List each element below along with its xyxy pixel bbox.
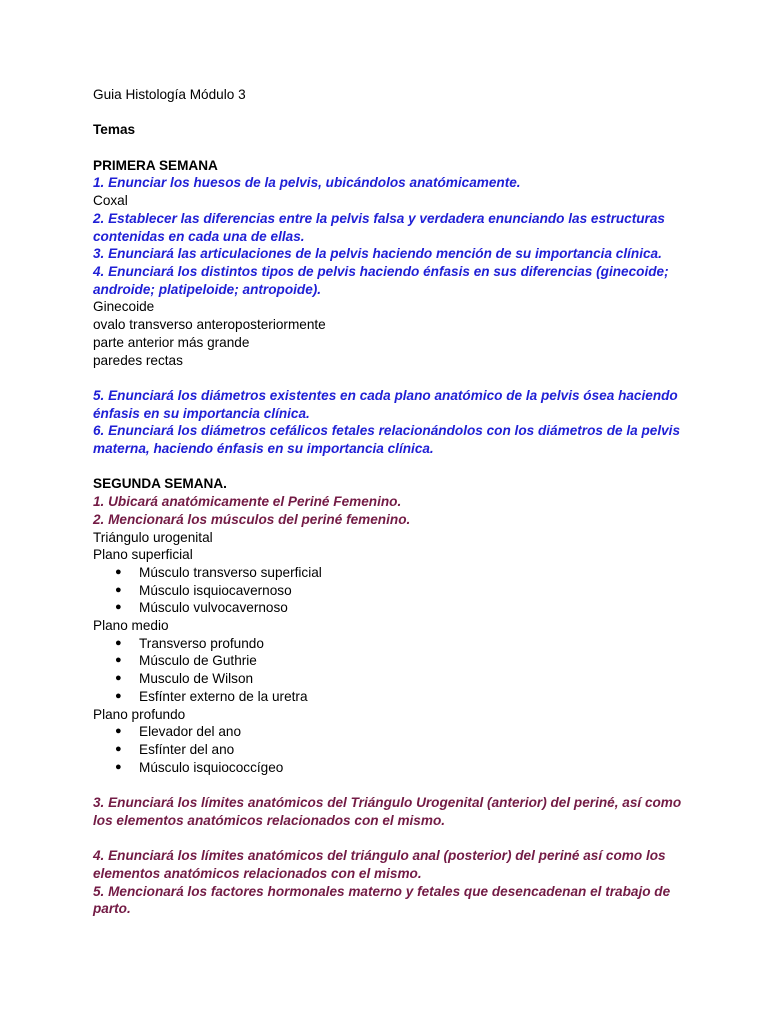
bullet-icon: ● [115,672,122,685]
bullet-icon: ● [115,654,122,667]
list-item: ● Músculo isquiococcígeo [115,759,284,775]
week2-question-5: 5. Mencionará los factores hormonales materno y fetales que desencadenan el trabajo de parto. [93,883,671,917]
bullet-icon: ● [115,742,122,755]
week1-question-1: 1. Enunciar los huesos de la pelvis, ubicándolos anatómicamente. [93,175,521,191]
list-item: ● Músculo de Guthrie [115,653,257,669]
list-item: ● Esfínter del ano [115,741,235,757]
week2-question-1: 1. Ubicará anatómicamente el Periné Femenino. [93,494,402,510]
bullet-icon: ● [115,583,122,596]
list-item: ● Elevador del ano [115,724,242,740]
week1-question-2: 2. Establecer las diferencias entre la pelvis falsa y verdadera enunciando las estructuras contenidas en cada una de ellas. [93,210,665,244]
triangle-label: Triángulo urogenital [93,529,213,545]
week1-question-6: 6. Enunciará los diámetros cefálicos fetales relacionándolos con los diámetros de la pelvis materna, haciendo énfasis en su importancia clínica. [93,423,681,457]
doc-title: Guia Histología Módulo 3 [93,87,246,102]
week2-question-4: 4. Enunciará los límites anatómicos del triángulo anal (posterior) del periné así como los elementos anatómicos relacionados con el mismo. [93,848,666,881]
week1-question-5: 5. Enunciará los diámetros existentes en cada plano anatómico de la pelvis ósea haciendo énfasis en su importancia clínica. [93,387,678,421]
week1-answer-4-line: Ginecoide [93,299,155,315]
week1-answer-4-line: paredes rectas [93,352,183,368]
topics-heading: Temas [93,122,136,138]
week2-question-2: 2. Mencionará los músculos del periné femenino. [93,511,411,527]
plane-profundo-list [93,723,683,776]
week1-question-3: 3. Enunciará las articulaciones de la pelvis haciendo mención de su importancia clínica. [93,246,662,262]
plane-profundo-label: Plano profundo [93,706,186,722]
list-item: ● Transverso profundo [115,635,264,651]
document-page [93,86,683,918]
bullet-icon: ● [115,689,122,702]
plane-superficial-list [93,564,683,617]
week2-question-3: 3. Enunciará los límites anatómicos del Triángulo Urogenital (anterior) del periné, así como los elementos anatómicos relacionados con el mismo. [93,795,682,828]
list-item: ● Musculo de Wilson [115,671,254,687]
week1-answer-4-line: parte anterior más grande [93,334,250,350]
week1-question-4: 4. Enunciará los distintos tipos de pelvis haciendo énfasis en sus diferencias (ginecoide; androide; platipeloide; antropoide). [93,264,669,297]
plane-medio-label: Plano medio [93,618,169,634]
bullet-icon: ● [115,760,122,773]
bullet-icon: ● [115,565,122,578]
week1-answer-4-line: ovalo transverso anteroposteriormente [93,317,326,333]
plane-medio-list [93,635,683,706]
bullet-icon: ● [115,601,122,614]
week2-heading: SEGUNDA SEMANA. [93,476,227,492]
list-item: ● Músculo vulvocavernoso [115,600,288,616]
list-item: ● Esfínter externo de la uretra [115,688,308,704]
week1-heading: PRIMERA SEMANA [93,157,218,173]
plane-superficial-label: Plano superficial [93,547,193,563]
list-item: ● Músculo transverso superficial [115,564,322,580]
bullet-icon: ● [115,725,122,738]
bullet-icon: ● [115,636,122,649]
week1-answer-1: Coxal [93,193,128,209]
list-item: ● Músculo isquiocavernoso [115,582,292,598]
